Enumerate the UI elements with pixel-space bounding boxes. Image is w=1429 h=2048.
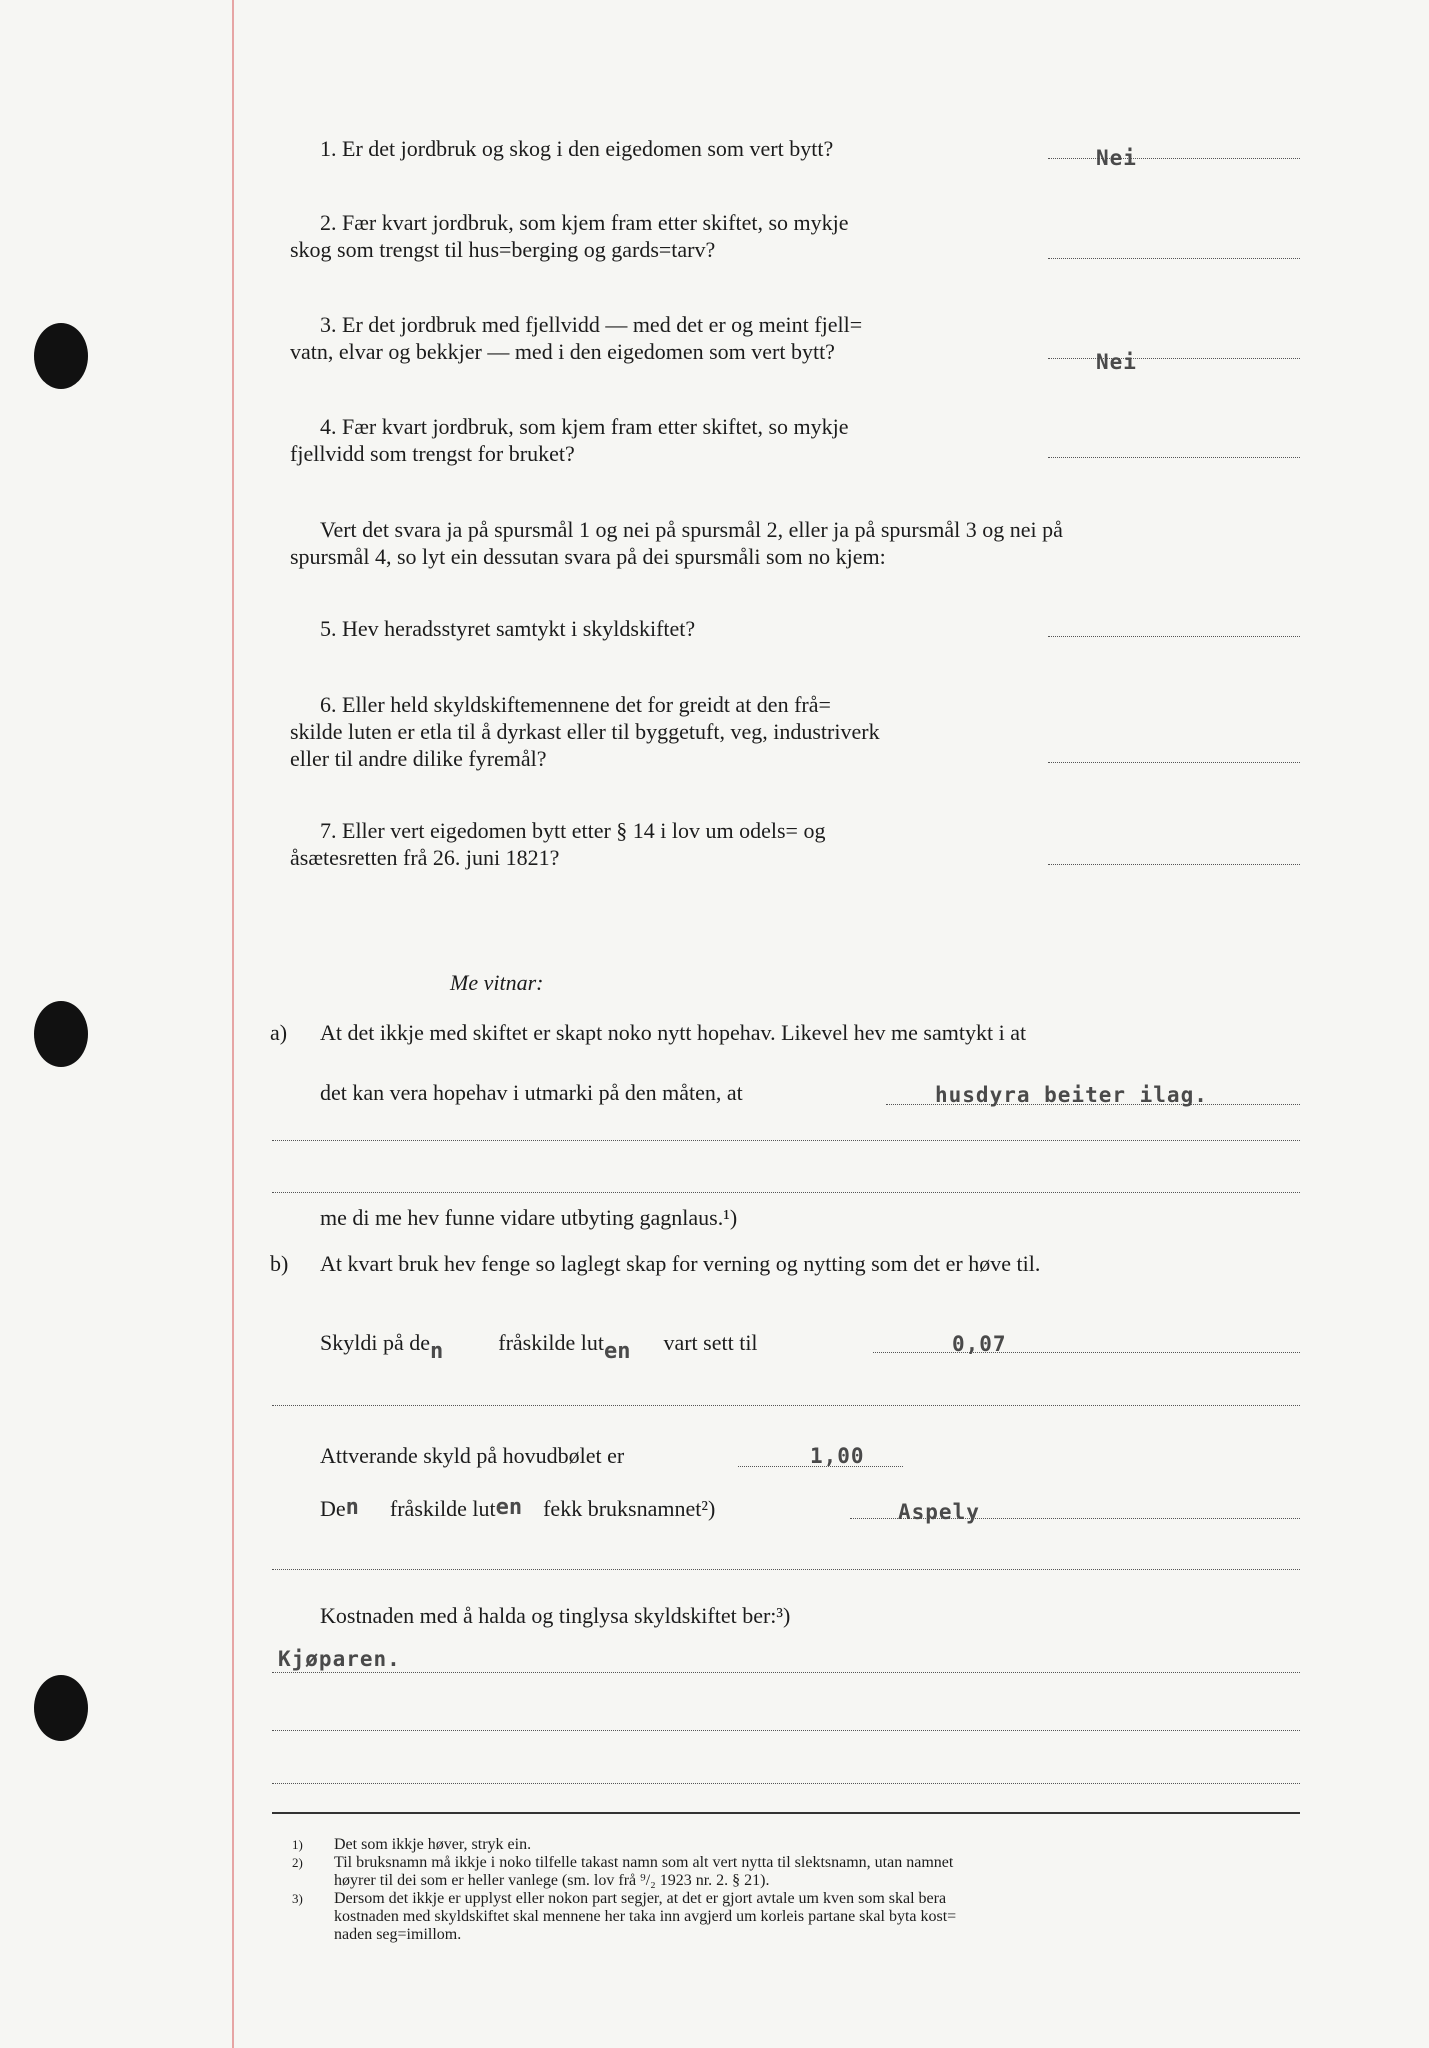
- answer-line-5: [1048, 636, 1300, 637]
- witness-a-answer: husdyra beiter ilag.: [935, 1083, 1208, 1107]
- skyld-value-line: [873, 1352, 1300, 1353]
- answer-1: Nei: [1096, 146, 1137, 170]
- cost-blank-line: [272, 1783, 1300, 1784]
- question-2: 2. Fær kvart jordbruk, som kjem fram etter skiftet, so mykje skog som trengst til hus=berging og gards=tarv?: [290, 210, 849, 262]
- margin-line: [232, 0, 234, 2048]
- question-4: 4. Fær kvart jordbruk, som kjem fram etter skiftet, so mykje fjellvidd som trengst for bruket?: [290, 414, 849, 466]
- skyld-fill-a: n: [430, 1339, 444, 1364]
- punch-hole: [34, 1001, 88, 1067]
- cost-line: [272, 1672, 1300, 1673]
- remaining-value: 1,00: [810, 1444, 865, 1468]
- skyld-row: Skyldi på den fråskilde luten vart sett til: [320, 1330, 758, 1364]
- punch-hole: [34, 1675, 88, 1741]
- name-value: Aspely: [898, 1500, 980, 1524]
- witness-a-line1: At det ikkje med skiftet er skapt noko nytt hopehav. Likevel hev me samtykt i at: [320, 1020, 1027, 1045]
- question-7: 7. Eller vert eigedomen bytt etter § 14 i lov um odels= og åsætesretten frå 26. juni 1821?: [290, 818, 826, 870]
- punch-hole: [34, 323, 88, 389]
- cost-blank-line: [272, 1730, 1300, 1731]
- answer-line-7: [1048, 864, 1300, 865]
- answer-3: Nei: [1096, 350, 1137, 374]
- cost-label: Kostnaden med å halda og tinglysa skyldskiftet ber:³): [320, 1603, 791, 1628]
- skyld-value: 0,07: [952, 1332, 1007, 1356]
- question-1: 1. Er det jordbruk og skog i den eigedomen som vert bytt?: [320, 136, 834, 161]
- witness-b-line1: At kvart bruk hev fenge so laglegt skap for verning og nytting som det er høve til.: [320, 1251, 1041, 1276]
- name-blank-line: [272, 1569, 1300, 1570]
- witness-a-line2: det kan vera hopehav i utmarki på den måten, at: [320, 1080, 743, 1105]
- question-3: 3. Er det jordbruk med fjellvidd — med det er og meint fjell= vatn, elvar og bekkjer — med i den eigedomen som vert bytt?: [290, 312, 863, 364]
- witness-a-marker: a): [270, 1020, 288, 1045]
- footnote-1: 1) Det som ikkje høver, stryk ein.: [292, 1836, 532, 1853]
- answer-line-3: [1048, 358, 1300, 359]
- witness-blank-line: [272, 1192, 1300, 1193]
- skyld-fill-b: en: [603, 1339, 631, 1364]
- answer-line-4: [1048, 457, 1300, 458]
- question-6: 6. Eller held skyldskiftemennene det for greidt at den frå= skilde luten er etla til å dyrkast eller til byggetuft, veg, industriverk eller til andre dilike fyremål?: [290, 692, 880, 771]
- answer-line-2: [1048, 258, 1300, 259]
- footnote-3: 3) Dersom det ikkje er upplyst eller nokon part segjer, at det er gjort avtale um kven som skal bera kostnaden med skyldskiftet skal mennene her taka inn avgjerd um korleis partane skal byta kost= naden seg=imillom.: [292, 1890, 957, 1943]
- witness-blank-line: [272, 1140, 1300, 1141]
- answer-line-6: [1048, 762, 1300, 763]
- skyld-blank-line: [272, 1405, 1300, 1406]
- answer-line-1: [1048, 158, 1300, 159]
- name-fill-a: n: [345, 1495, 359, 1520]
- question-5: 5. Hev heradsstyret samtykt i skyldskiftet?: [320, 616, 696, 641]
- footnote-2: 2) Til bruksnamn må ikkje i noko tilfelle takast namn som alt vert nytta til slektsnamn, utan namnet høyrer til dei som er heller vanlege (sm. lov frå ⁹/₂ 1923 nr. 2. § 21).: [292, 1854, 954, 1889]
- name-row: Den fråskilde luten fekk bruksnamnet²): [320, 1495, 716, 1521]
- remaining-label: Attverande skyld på hovudbølet er: [320, 1443, 625, 1468]
- footnote-separator: [272, 1812, 1300, 1814]
- footnotes: [292, 1836, 1302, 1944]
- witness-heading: Me vitnar:: [450, 970, 544, 995]
- instruction: Vert det svara ja på spursmål 1 og nei på spursmål 2, eller ja på spursmål 3 og nei på spursmål 4, so lyt ein dessutan svara på dei spursmåli som no kjem:: [290, 517, 1063, 569]
- name-fill-b: en: [495, 1495, 523, 1520]
- witness-a-line3: me di me hev funne vidare utbyting gagnlaus.¹): [320, 1205, 738, 1230]
- witness-b-marker: b): [270, 1251, 289, 1276]
- cost-answer: Kjøparen.: [278, 1647, 401, 1671]
